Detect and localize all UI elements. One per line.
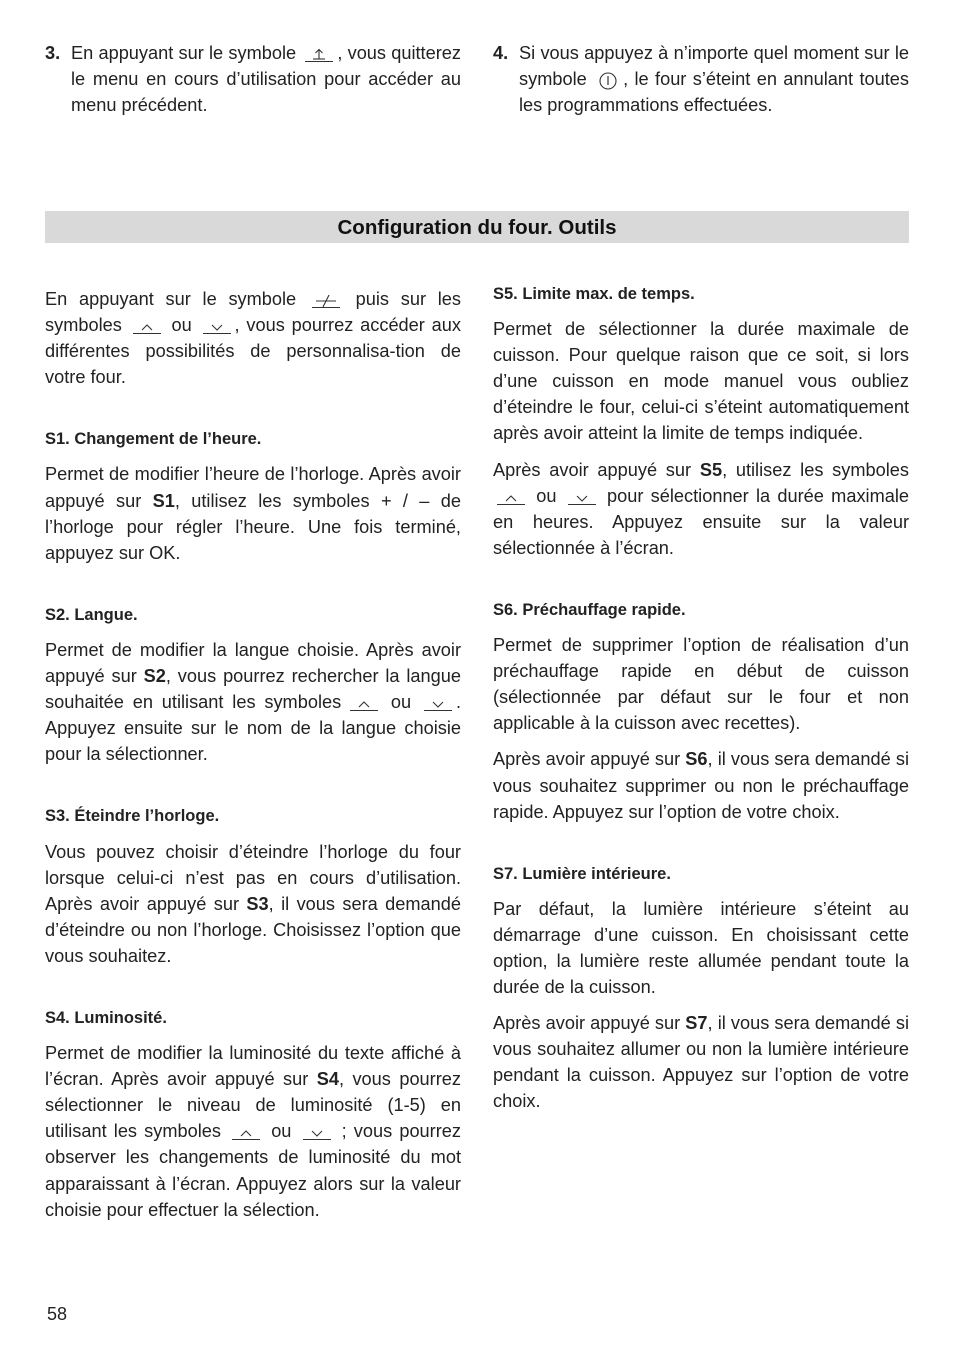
item-number: 4. — [493, 43, 509, 63]
intro-text: En appuyant sur le symbole — [45, 289, 308, 309]
right-column — [493, 281, 909, 1115]
s4-text: ou — [264, 1121, 299, 1142]
s3-text: Vous pouvez choisir d’éteindre l’horloge du four lorsque celui-ci n’est pas en cours d’utilisation. Après avoir appuyé sur — [45, 841, 461, 914]
s6-heading: S6. Préchauffage rapide. — [493, 600, 686, 619]
item-4 — [493, 40, 909, 118]
down-arrow-icon — [568, 489, 596, 505]
s5-text: ou — [529, 485, 564, 506]
s3-key: S3 — [246, 893, 269, 914]
s5-paragraph-1: Permet de sélectionner la durée maximale de cuisson. Pour quelque raison que ce soit, si lors d’une cuisson en mode manuel vous oubliez d’éteindre le four, celui-ci s’éteint automatiquement après avoir atteint la limite de temps indiquée. — [493, 319, 909, 444]
item-text: , le four s’éteint en annulant toutes les programmations effectuées. — [519, 69, 909, 116]
s3-heading: S3. Éteindre l’horloge. — [45, 807, 220, 826]
s2-text: , vous pourrez rechercher la langue souhaitée en utilisant les symboles — [45, 666, 461, 713]
s6-text: , il vous sera demandé si vous souhaitez supprimer ou non le préchauffage rapide. Appuyez sur l’option de votre choix. — [493, 749, 909, 822]
s4-text: ; vous pourrez observer les changements de luminosité du mot apparaissant à l’écran. Appuyez alors sur la valeur choisie pour effectuer la sélection. — [45, 1121, 461, 1220]
s1-text: Permet de modifier l’heure de l’horloge. Après avoir appuyé sur — [45, 464, 461, 511]
item-text: Si vous appuyez à n’importe quel moment sur le symbole — [519, 43, 909, 90]
s5-key: S5 — [699, 459, 723, 480]
item-3 — [45, 40, 461, 118]
left-column — [45, 286, 461, 1223]
s2-key: S2 — [143, 666, 166, 687]
s2-heading: S2. Langue. — [45, 605, 138, 624]
settings-icon — [312, 292, 340, 308]
s1-key: S1 — [152, 490, 175, 511]
s6-paragraph-1: Permet de supprimer l’option de réalisation d’un préchauffage rapide en début de cuisson (sélectionnée par défaut sur le four et non applicable à la cuisson avec recettes). — [493, 635, 909, 734]
up-arrow-icon — [133, 318, 161, 334]
down-arrow-icon — [203, 318, 231, 334]
s4-text: Permet de modifier la luminosité du texte affiché à l’écran. Après avoir appuyé sur — [45, 1043, 461, 1090]
s6-key: S6 — [685, 749, 708, 770]
s7-text: , il vous sera demandé si vous souhaitez allumer ou non la lumière intérieure pendant la cuisson. Appuyez sur l’option de votre choix. — [493, 1013, 909, 1112]
s1-paragraph — [45, 461, 461, 565]
s7-heading: S7. Lumière intérieure. — [493, 864, 671, 883]
s7-text: Après avoir appuyé sur — [493, 1013, 686, 1034]
intro-text: , vous pourrez accéder aux différentes possibilités de personnalisa-tion de votre four. — [45, 315, 461, 388]
intro-text: ou — [164, 315, 199, 336]
intro-text: puis sur les symboles — [45, 289, 461, 336]
s3-paragraph — [45, 839, 461, 969]
s2-text: Permet de modifier la langue choisie. Après avoir appuyé sur — [45, 639, 461, 687]
s3-text: , il vous sera demandé d’éteindre ou non l’horloge. Choisissez l’option que vous souhaitez. — [45, 893, 461, 966]
page-number: 58 — [47, 1304, 68, 1324]
up-arrow-icon — [497, 489, 525, 505]
s2-paragraph — [45, 637, 461, 767]
s1-heading: S1. Changement de l’heure. — [45, 430, 262, 449]
section-title: Configuration du four. Outils — [337, 216, 617, 239]
s5-paragraph-2 — [493, 457, 909, 561]
down-arrow-icon — [424, 695, 452, 711]
s4-key: S4 — [316, 1069, 339, 1090]
s7-paragraph-1: Par défaut, la lumière intérieure s’éteint au démarrage d’une cuisson. En choisissant cette option, la lumière reste allumée pendant toute la durée de la cuisson. — [493, 898, 909, 998]
s5-text: Après avoir appuyé sur — [493, 459, 700, 480]
s5-heading: S5. Limite max. de temps. — [493, 285, 695, 303]
s4-text: , vous pourrez sélectionner le niveau de luminosité (1-5) en utilisant les symboles — [45, 1069, 461, 1142]
s5-text: , utilisez les symboles — [722, 459, 909, 480]
s6-paragraph-2 — [493, 746, 909, 824]
s5-text: pour sélectionner la durée maximale en heures. Appuyez ensuite sur la valeur sélectionnée à l’écran. — [493, 485, 909, 558]
back-arrow-icon — [305, 46, 333, 62]
s4-heading: S4. Luminosité. — [45, 1008, 167, 1027]
s6-text: Après avoir appuyé sur — [493, 749, 686, 770]
section-banner — [45, 211, 909, 243]
up-arrow-icon — [232, 1124, 260, 1140]
power-icon — [597, 72, 619, 88]
s7-key: S7 — [685, 1013, 708, 1034]
s4-paragraph — [45, 1040, 461, 1223]
item-text: , vous quitterez le menu en cours d’utilisation pour accéder au menu précédent. — [71, 43, 461, 116]
item-text: En appuyant sur le symbole — [71, 43, 302, 63]
s2-text: . Appuyez ensuite sur le nom de la langue choisie pour la sélectionner. — [45, 692, 461, 765]
s2-text: ou — [382, 692, 420, 713]
item-number: 3. — [45, 43, 61, 63]
s1-text: , utilisez les symboles + / – de l’horloge pour régler l’heure. Une fois terminé, appuyez sur OK. — [45, 490, 461, 563]
intro-paragraph — [45, 286, 461, 390]
s7-paragraph-2 — [493, 1010, 909, 1114]
down-arrow-icon — [303, 1124, 331, 1140]
up-arrow-icon — [350, 695, 378, 711]
